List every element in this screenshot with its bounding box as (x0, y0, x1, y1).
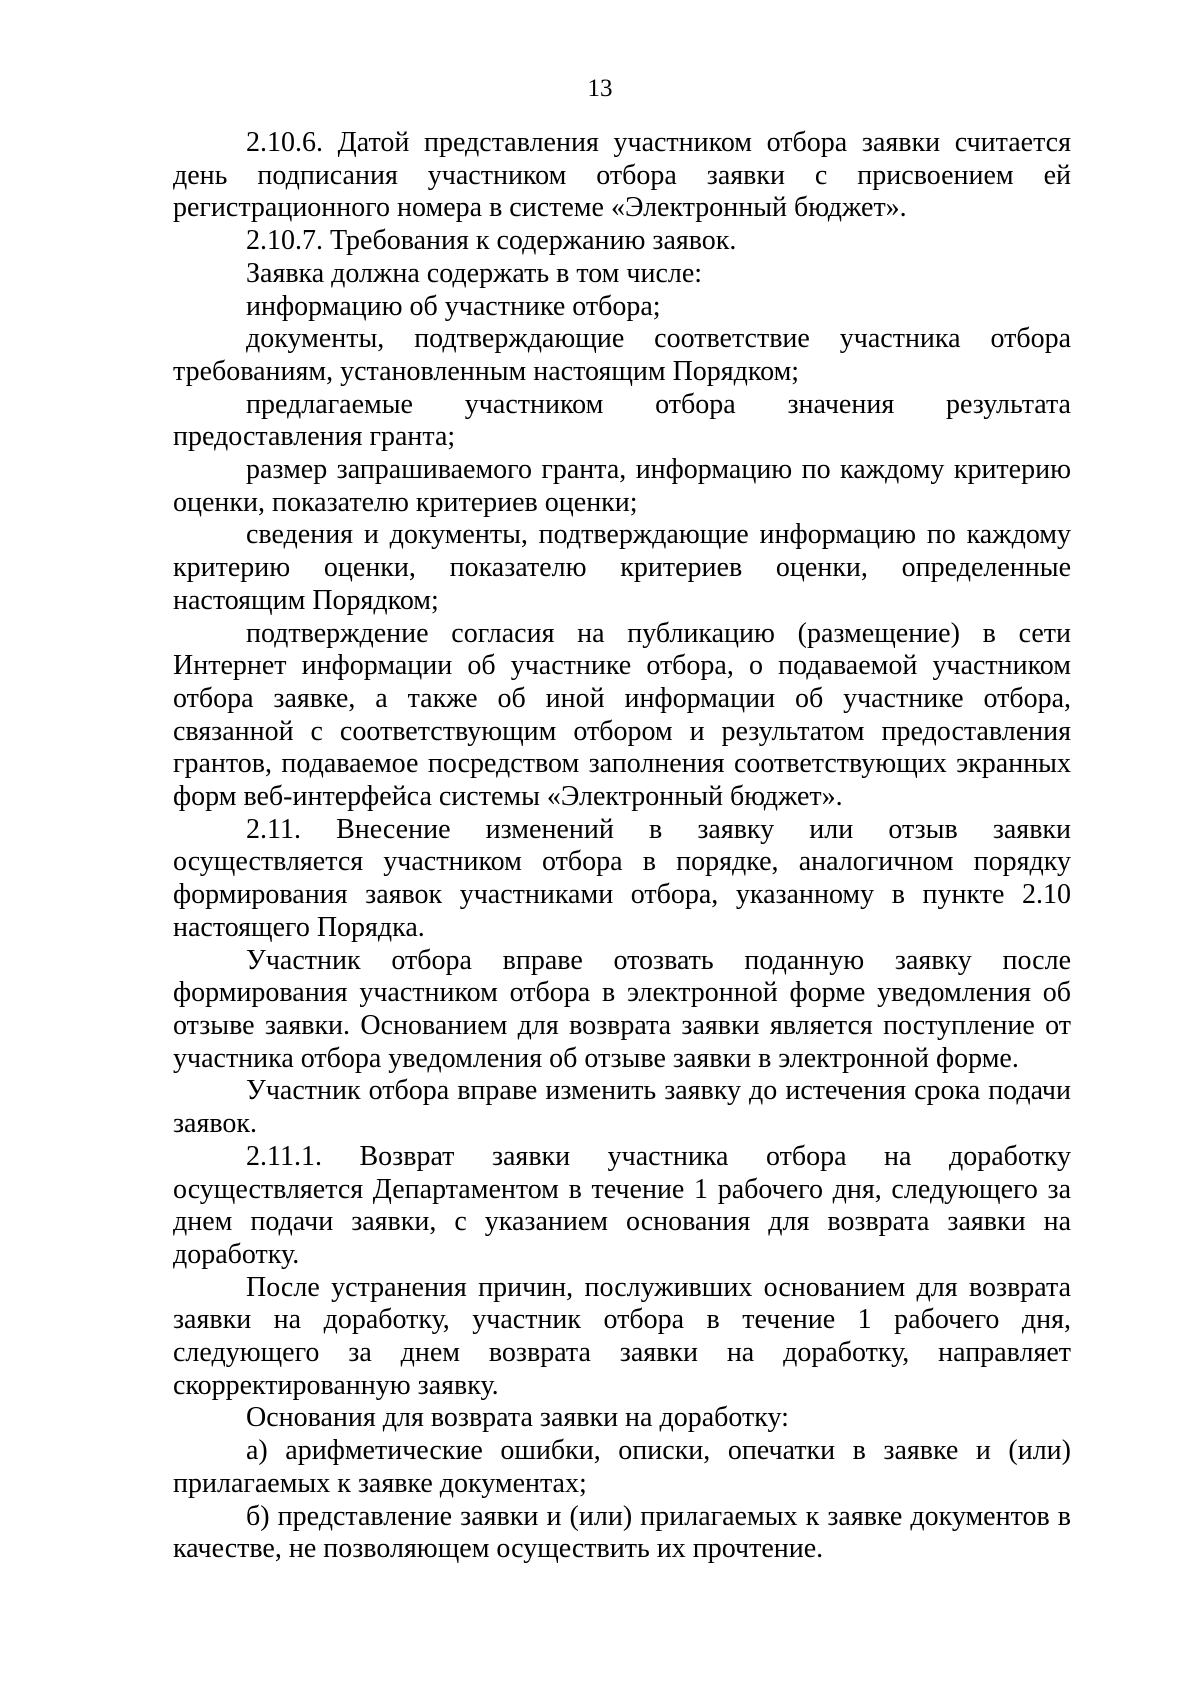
list-item-a-errors: а) арифметические ошибки, описки, опечатки в заявке и (или) прилагаемых к заявке документах; (173, 1435, 1071, 1499)
list-item-result-values: предлагаемые участником отбора значения результата предоставления гранта; (173, 388, 1071, 453)
paragraph-2-10-7: 2.10.7. Требования к содержанию заявок. (246, 225, 737, 257)
paragraph-change-application: Участник отбора вправе изменить заявку до истечения срока подачи заявок. (173, 1075, 1071, 1140)
list-item-b-unreadable: б) представление заявки и (или) прилагаемых к заявке документов в качестве, не позволяющем осуществить их прочтение. (173, 1500, 1071, 1565)
list-item-compliance-documents: документы, подтверждающие соответствие участника отбора требованиям, установленным настоящим Порядком; (173, 323, 1071, 387)
paragraph-resubmission: После устранения причин, послуживших основанием для возврата заявки на доработку, участник отбора в течение 1 рабочего дня, следующего за днем возврата заявки на доработку, направляет скорректированную заявку. (173, 1271, 1071, 1401)
paragraph-application-contents: Заявка должна содержать в том числе: (246, 257, 703, 289)
list-item-criteria-documents: сведения и документы, подтверждающие информацию по каждому критерию оценки, показателю критериев оценки, определенные настоящим Порядком; (173, 519, 1071, 616)
paragraph-2-11-1: 2.11.1. Возврат заявки участника отбора на доработку осуществляется Департаментом в течение 1 рабочего дня, следующего за днем подачи заявки, с указанием основания для возврата заявки на доработку. (173, 1140, 1071, 1270)
list-item-participant-info: информацию об участнике отбора; (246, 290, 661, 322)
paragraph-withdrawal: Участник отбора вправе отозвать поданную заявку после формирования участником отбора в электронной форме уведомления об отзыве заявки. Основанием для возврата заявки является поступление от участника отбора уведомления об отзыве заявки в электронной форме. (173, 944, 1071, 1074)
document-body (173, 127, 1071, 1566)
paragraph-2-11: 2.11. Внесение изменений в заявку или отзыв заявки осуществляется участником отбора в порядке, аналогичном порядку формирования заявок участниками отбора, указанному в пункте 2.10 настоящего Порядка. (173, 813, 1071, 943)
paragraph-2-10-6: 2.10.6. Датой представления участником отбора заявки считается день подписания участником отбора заявки с присвоением ей регистрационного номера в системе «Электронный бюджет». (173, 127, 1071, 224)
list-item-grant-size: размер запрашиваемого гранта, информацию по каждому критерию оценки, показателю критериев оценки; (173, 454, 1071, 518)
page-number: 13 (587, 75, 613, 102)
paragraph-return-grounds: Основания для возврата заявки на доработку: (246, 1402, 789, 1434)
list-item-publication-consent: подтверждение согласия на публикацию (размещение) в сети Интернет информации об участнике отбора, о подаваемой участником отбора заявке, а также об иной информации об участнике отбора, связанной с соответствующим отбором и результатом предоставления грантов, подаваемое посредством заполнения соответствующих экранных форм веб-интерфейса системы «Электронный бюджет». (173, 617, 1071, 813)
